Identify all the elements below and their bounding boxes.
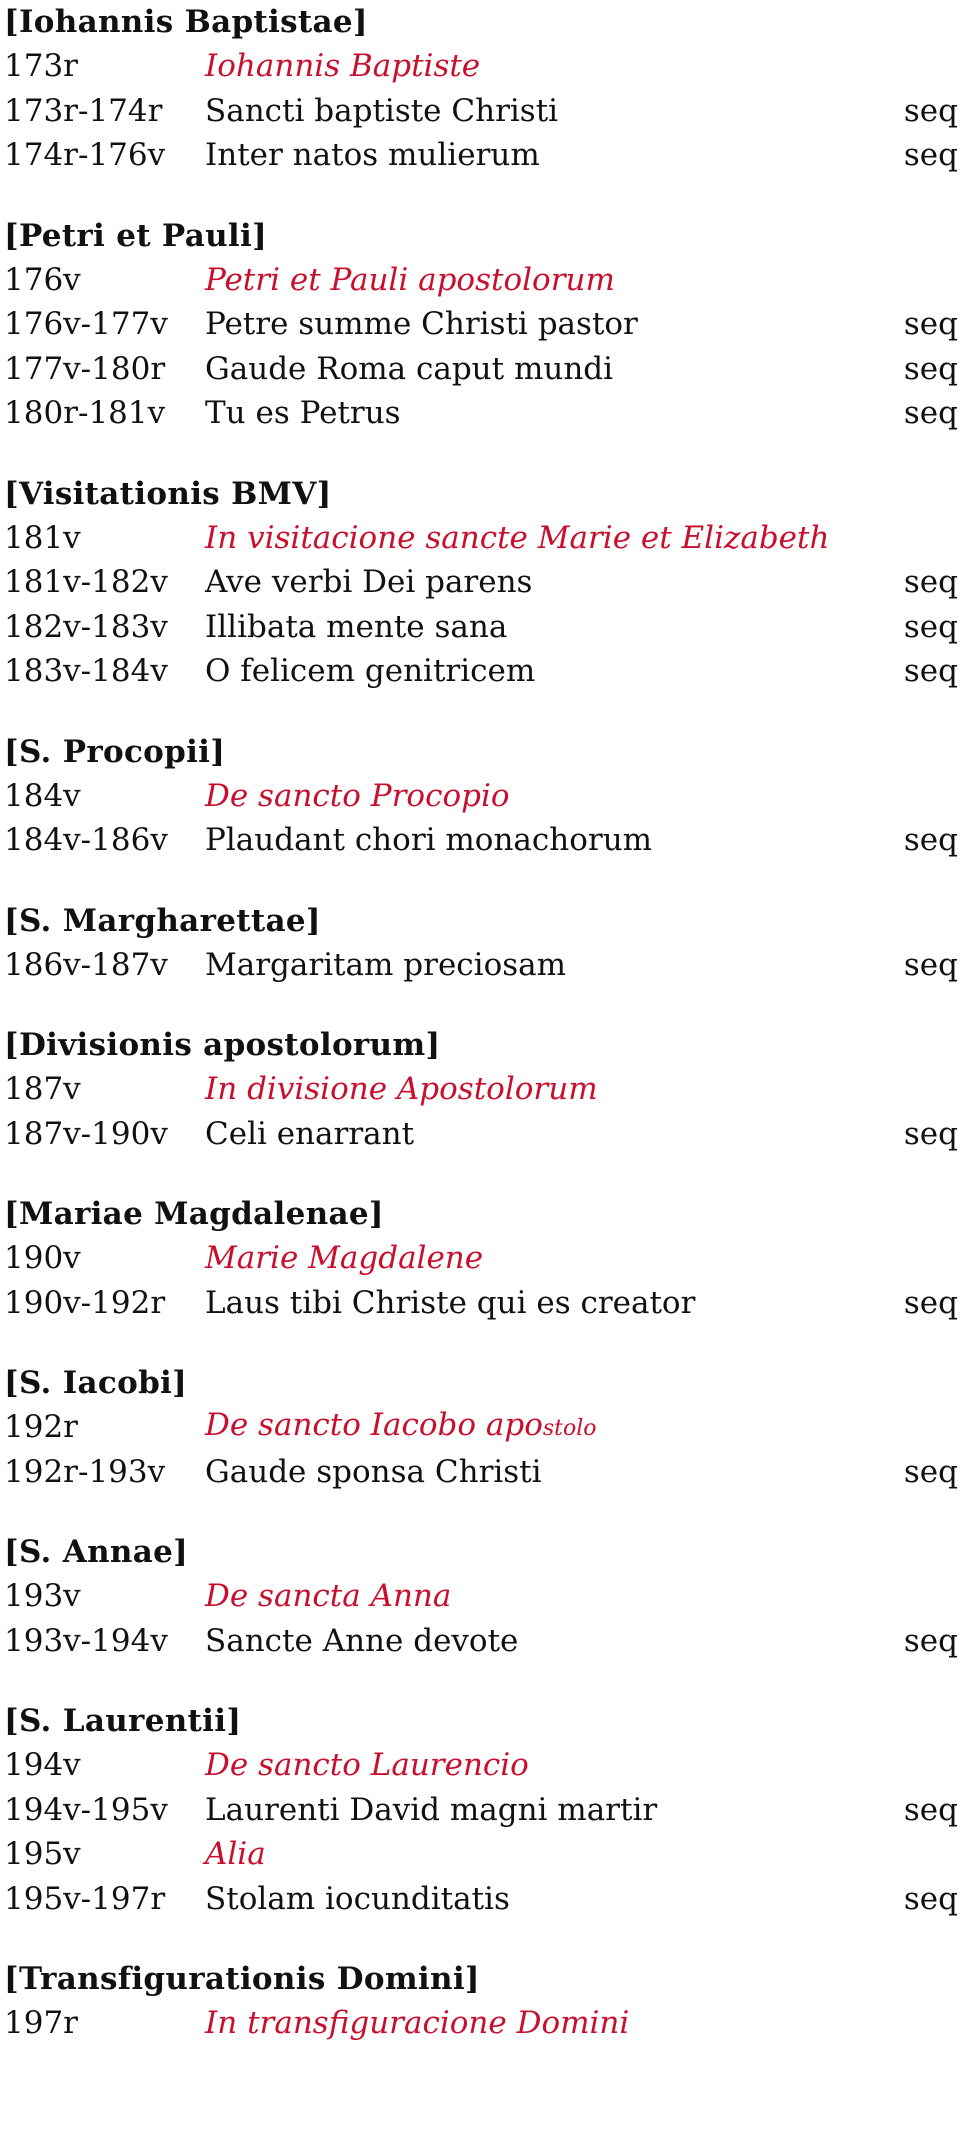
feast-section — [0, 214, 960, 436]
title-text: Iohannis Baptiste — [205, 48, 481, 84]
folio-reference: 195v — [4, 1836, 81, 1872]
entry-row — [0, 1877, 960, 1922]
genre-label: seq — [903, 608, 958, 645]
folio-reference: 195v-197r — [4, 1880, 166, 1917]
rubric-title — [205, 1832, 898, 1877]
genre-label: seq — [903, 564, 958, 600]
feast-heading: [Divisionis apostolorum] — [4, 1027, 441, 1063]
title-text: Celi enarrant — [205, 1115, 415, 1152]
genre-label: seq — [903, 1115, 958, 1152]
folio-reference: 187v-190v — [4, 1115, 168, 1152]
title-text: De sancto Laurencio — [205, 1747, 529, 1783]
folio-reference: 193v — [4, 1578, 81, 1614]
genre-label: seq — [903, 1622, 958, 1659]
chant-incipit — [205, 302, 898, 347]
chant-incipit — [205, 605, 898, 650]
chant-incipit — [205, 133, 898, 178]
entry-row — [0, 391, 960, 436]
feast-heading: [Mariae Magdalenae] — [4, 1196, 384, 1232]
feast-section — [0, 1023, 960, 1156]
rubric-title — [205, 1743, 898, 1788]
feast-heading: [Visitationis BMV] — [4, 475, 332, 512]
chant-incipit — [205, 391, 898, 436]
title-text: De sancto Procopio — [205, 777, 510, 814]
chant-incipit — [205, 1281, 898, 1326]
chant-incipit — [205, 1619, 898, 1664]
chant-incipit — [205, 347, 898, 392]
title-text: Gaude Roma caput mundi — [205, 350, 614, 387]
folio-reference: 173r — [4, 48, 78, 84]
title-text: Petre summe Christi pastor — [205, 306, 638, 342]
folio-reference: 177v-180r — [4, 350, 166, 387]
genre-label: seq — [903, 822, 958, 858]
genre-label: seq — [903, 395, 958, 431]
feast-heading: [S. Annae] — [4, 1534, 189, 1570]
rubric-title — [205, 1574, 898, 1619]
feast-heading: [S. Margharettae] — [4, 902, 321, 939]
title-text: Marie Magdalene — [205, 1240, 484, 1276]
feast-section — [0, 1192, 960, 1325]
folio-reference: 176v-177v — [4, 306, 168, 342]
rubric-title — [205, 1067, 898, 1112]
entry-row — [0, 1450, 960, 1495]
entry-row — [0, 44, 960, 89]
folio-reference: 190v-192r — [4, 1284, 166, 1321]
folio-reference: 183v-184v — [4, 653, 168, 689]
title-text: In transfiguracione Domini — [205, 2005, 630, 2041]
folio-reference: 184v — [4, 777, 81, 814]
folio-reference: 194v — [4, 1747, 81, 1783]
entry-row — [0, 1788, 960, 1833]
entry-row — [0, 1743, 960, 1788]
feast-section — [0, 1957, 960, 2046]
folio-reference: 173r-174r — [4, 92, 163, 129]
chant-incipit — [205, 818, 898, 863]
entry-row — [0, 943, 960, 988]
genre-label: seq — [903, 350, 958, 387]
rubric-title — [205, 258, 898, 303]
feast-section — [0, 0, 960, 178]
entry-row — [0, 1067, 960, 1112]
genre-label: seq — [903, 137, 958, 173]
rubric-title — [205, 774, 898, 819]
chant-incipit — [205, 1450, 898, 1495]
title-text: Margaritam preciosam — [205, 946, 567, 983]
title-text: Laurenti David magni martir — [205, 1791, 658, 1828]
title-text: De sancto Iacobo apo — [205, 1407, 543, 1443]
rubric-title — [205, 2001, 898, 2046]
entry-row — [0, 2001, 960, 2046]
feast-section — [0, 472, 960, 694]
entry-row — [0, 1236, 960, 1281]
feast-heading: [S. Laurentii] — [4, 1703, 242, 1739]
folio-reference: 184v-186v — [4, 822, 168, 858]
entry-row — [0, 649, 960, 694]
chant-incipit — [205, 1788, 898, 1833]
genre-label: seq — [903, 1453, 958, 1490]
rubric-title — [205, 1403, 898, 1452]
title-text: O felicem genitricem — [205, 653, 536, 689]
entry-row — [0, 133, 960, 178]
chant-incipit — [205, 649, 898, 694]
feast-section — [0, 1361, 960, 1494]
chant-incipit — [205, 560, 898, 605]
folio-reference: 193v-194v — [4, 1622, 168, 1659]
feast-heading: [S. Iacobi] — [4, 1365, 188, 1401]
folio-reference: 182v-183v — [4, 608, 168, 645]
feast-section — [0, 1530, 960, 1663]
entry-row — [0, 1574, 960, 1619]
entry-row — [0, 1405, 960, 1450]
entry-row — [0, 1112, 960, 1157]
title-text: Sancte Anne devote — [205, 1622, 519, 1659]
entry-row — [0, 258, 960, 303]
title-text: Plaudant chori monachorum — [205, 822, 653, 858]
entry-row — [0, 1281, 960, 1326]
chant-incipit — [205, 1112, 898, 1157]
genre-label: seq — [903, 946, 958, 983]
genre-label: seq — [903, 92, 958, 129]
title-text: Laus tibi Christe qui es creator — [205, 1284, 696, 1321]
feast-heading: [Transfigurationis Domini] — [4, 1961, 480, 1997]
entry-row — [0, 818, 960, 863]
rubric-title — [205, 44, 898, 89]
feast-section — [0, 899, 960, 988]
folio-reference: 192r-193v — [4, 1453, 166, 1490]
feast-heading: [S. Procopii] — [4, 733, 226, 770]
title-text: Tu es Petrus — [205, 395, 401, 431]
entry-row — [0, 774, 960, 819]
genre-label: seq — [903, 306, 958, 342]
title-text: Sancti baptiste Christi — [205, 92, 559, 129]
title-text: Illibata mente sana — [205, 608, 508, 645]
folio-reference: 186v-187v — [4, 946, 168, 983]
title-text: Stolam iocunditatis — [205, 1880, 510, 1917]
feast-heading: [Iohannis Baptistae] — [4, 4, 368, 40]
folio-reference: 187v — [4, 1071, 81, 1107]
entry-row — [0, 605, 960, 650]
chant-incipit — [205, 943, 898, 988]
chant-incipit — [205, 1877, 898, 1922]
folio-reference: 190v — [4, 1240, 81, 1276]
entry-row — [0, 1619, 960, 1664]
entry-row — [0, 347, 960, 392]
entry-row — [0, 516, 960, 561]
genre-label: seq — [903, 1284, 958, 1321]
title-text: Inter natos mulierum — [205, 137, 540, 173]
folio-reference: 194v-195v — [4, 1791, 168, 1828]
genre-label: seq — [903, 1791, 958, 1828]
title-text: Alia — [205, 1836, 266, 1872]
genre-label: seq — [903, 653, 958, 689]
title-text: Gaude sponsa Christi — [205, 1453, 542, 1490]
feast-section — [0, 730, 960, 863]
title-text: In visitacione sancte Marie et Elizabeth — [205, 519, 830, 556]
feast-heading: [Petri et Pauli] — [4, 217, 268, 254]
folio-reference: 181v-182v — [4, 564, 168, 600]
rubric-title — [205, 1236, 898, 1281]
entry-row — [0, 1832, 960, 1877]
folio-reference: 176v — [4, 261, 81, 298]
rubric-title — [205, 516, 898, 561]
title-text: De sancta Anna — [205, 1578, 452, 1614]
feast-section — [0, 1699, 960, 1921]
entry-row — [0, 89, 960, 134]
entry-row — [0, 302, 960, 347]
title-text: Petri et Pauli apostolorum — [205, 261, 615, 298]
folio-reference: 192r — [4, 1409, 78, 1445]
folio-reference: 180r-181v — [4, 395, 166, 431]
chant-incipit — [205, 89, 898, 134]
folio-reference: 197r — [4, 2005, 78, 2041]
title-small-text: stolo — [542, 1416, 597, 1441]
genre-label: seq — [903, 1880, 958, 1917]
title-text: Ave verbi Dei parens — [205, 564, 533, 600]
folio-reference: 174r-176v — [4, 137, 166, 173]
title-text: In divisione Apostolorum — [205, 1071, 598, 1107]
folio-reference: 181v — [4, 519, 81, 556]
entry-row — [0, 560, 960, 605]
